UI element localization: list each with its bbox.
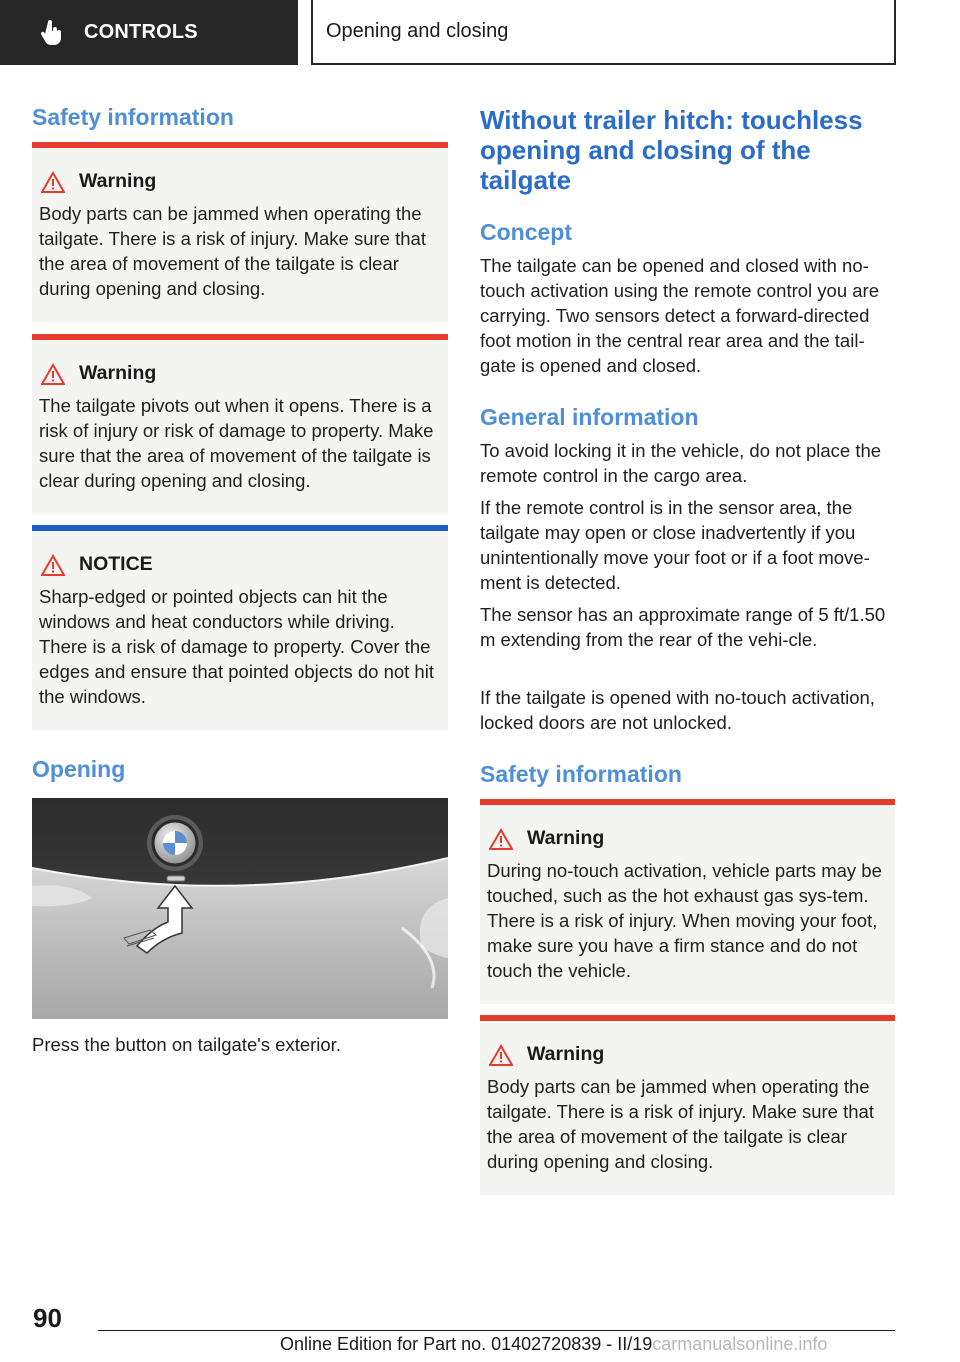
watermark: carmanualsonline.info — [652, 1334, 828, 1354]
warning-triangle-icon — [41, 171, 65, 193]
hand-pointer-icon — [40, 20, 64, 46]
chapter-tab — [311, 0, 896, 65]
section-tab — [0, 0, 298, 65]
warning-title: Warning — [487, 827, 887, 850]
footer-edition — [280, 1334, 827, 1355]
warning-box-2 — [32, 334, 448, 514]
opening-caption: Press the button on tailgate's exterior. — [32, 1034, 341, 1055]
warning-title: Warning — [39, 170, 440, 193]
general-para-1: To avoid locking it in the vehicle, do not place the remote control in the cargo area. — [480, 440, 882, 486]
warning-text: The tailgate pivots out when it opens. There is a risk of injury or risk of damage to property. Make sure that the area of movement of the tailgate is clear during opening and closing. — [39, 395, 434, 491]
notice-text: Sharp-edged or pointed objects can hit the windows and heat conductors while driving. There is a risk of damage to property. Cover the edges and ensure that pointed objects do not hit the windows. — [39, 586, 434, 707]
warning-box-1 — [32, 142, 448, 322]
general-para-4: If the tailgate is opened with no-touch activation, locked doors are not unlocked. — [480, 687, 875, 733]
page-number: 90 — [33, 1303, 62, 1333]
tailgate-illustration — [32, 798, 448, 1019]
warning-triangle-icon — [489, 1044, 513, 1066]
warning-box-4 — [480, 1015, 895, 1195]
warning-text: Body parts can be jammed when operating the tailgate. There is a risk of injury. Make sure that the area of movement of the tailgate is clear during opening and closing. — [487, 1076, 874, 1172]
concept-heading: Concept — [480, 219, 572, 245]
chapter-label: Opening and closing — [326, 20, 509, 42]
warning-text: Body parts can be jammed when operating the tailgate. There is a risk of injury. Make sure that the area of movement of the tailgate is clear during opening and closing. — [39, 203, 426, 299]
footer-divider — [98, 1330, 895, 1331]
general-para-2: If the remote control is in the sensor area, the tailgate may open or close inadvertently if you unintentionally move your foot or if a foot move-ment is detected. — [480, 497, 870, 593]
main-heading: Without trailer hitch: touchless opening and closing of the tailgate — [480, 105, 863, 195]
warning-triangle-icon — [489, 828, 513, 850]
section-label: CONTROLS — [84, 21, 198, 43]
warning-title: Warning — [39, 362, 440, 385]
general-info-heading: General information — [480, 404, 699, 430]
safety-info-heading-2: Safety information — [480, 761, 682, 787]
warning-box-3 — [480, 799, 895, 1004]
opening-heading: Opening — [32, 756, 126, 782]
concept-text: The tailgate can be opened and closed with no-touch activation using the remote control you are carrying. Two sensors detect a forward-directed foot motion in the central rear area and the tail-gate is opened and closed. — [480, 255, 880, 376]
edition-text: Online Edition for Part no. 01402720839 - II/19 — [280, 1334, 653, 1354]
warning-text: During no-touch activation, vehicle parts may be touched, such as the hot exhaust gas sys-tem. There is a risk of injury. When moving your foot, make sure you have a firm stance and do not touch the vehicle. — [487, 860, 882, 981]
notice-triangle-icon — [41, 554, 65, 576]
warning-triangle-icon — [41, 363, 65, 385]
warning-title: Warning — [487, 1043, 887, 1066]
notice-box — [32, 525, 448, 730]
general-para-3: The sensor has an approximate range of 5 ft/1.50 m extending from the rear of the vehi-cle. — [480, 604, 886, 650]
safety-info-heading: Safety information — [32, 104, 234, 130]
tailgate-photo — [32, 798, 448, 1019]
notice-title: NOTICE — [39, 553, 440, 576]
